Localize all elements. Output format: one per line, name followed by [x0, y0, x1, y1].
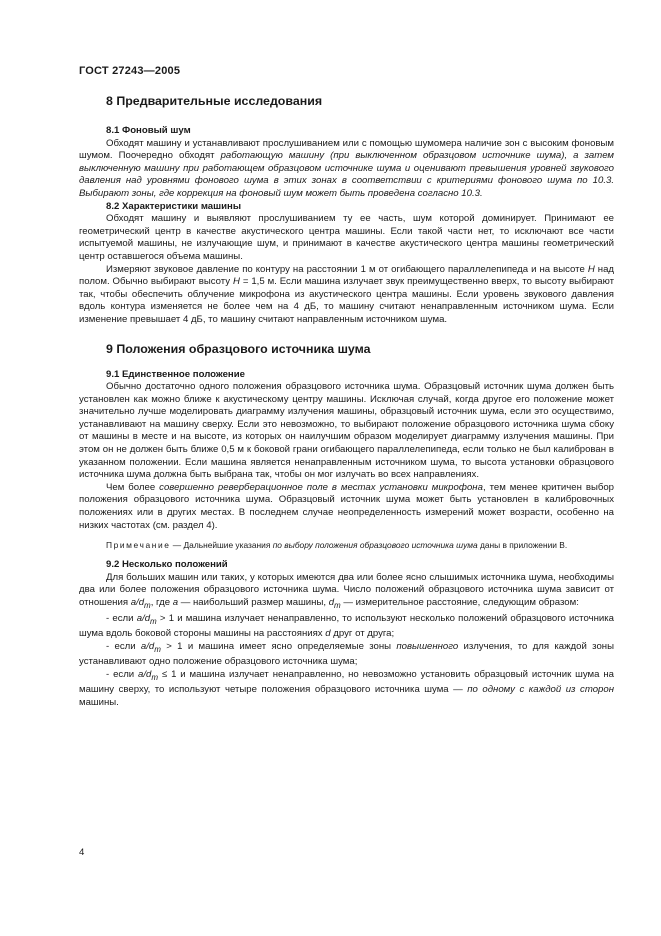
- section-8-2-paragraph-1: Обходят машину и выявляют прослушиванием ту ее часть, шум которой доминирует. Принимают ее геометрический центр в качестве акустического центра машины. Если такой части нет, то исключают все части испытуемой машины, не излучающие шум, и принимают в качестве акустического центра машины геометрический центр оставшегося объема машины.: [79, 213, 614, 262]
- page-content: [79, 93, 614, 709]
- section-9-1-note: Примечание — Дальнейшие указания по выбору положения образцового источника шума даны в приложении В.: [106, 540, 568, 551]
- section-9-2-title: 9.2 Несколько положений: [106, 559, 228, 571]
- section-8-2-paragraph-2: Измеряют звуковое давление по контуру на расстоянии 1 м от огибающего параллелепипеда и на высоте H над полом. Обычно выбирают высоту H = 1,5 м. Если машина излучает звук преимущественно вверх, то высоту выбирают так, чтобы обеспечить облучение микрофона из акустического центра машины. Если уровень звукового давления вдоль контура изменяется не более чем на 4 дБ, то машину считают ненаправленным источником шума. Если изменение превышает 4 дБ, то машину считают направленным источником шума.: [79, 263, 614, 325]
- document-id: ГОСТ 27243—2005: [79, 65, 181, 77]
- list-item-3: - если $a/d_m \le 1$ и машина излучает ненаправленно, но невозможно установить образцовый источник шума на машину сверху, то используют четыре положения образцового источника шума — по одному с каждой из сторон машины.: [79, 668, 614, 708]
- section-9-1-title: 9.1 Единственное положение: [106, 368, 245, 380]
- section-9-1-paragraph-1: Обычно достаточно одного положения образцового источника шума. Образцовый источник шума должен быть установлен как можно ближе к акустическому центру машины. Исключая случай, когда другое его положение может значительно лучше моделировать диаграмму излучения машины, образцовый источник шума, если это осуществимо, устанавливают на машину сверху. Если это невозможно, то выбирают положение образцового источника шума сбоку от машины в месте и на высоте, из которых он наилучшим образом моделирует диаграмму излучения машины. При этом он не должен быть ближе 0,5 м к боковой грани огибающего параллелепипеда, если только не был калиброван в указанном положении. Если машина является ненаправленным источником шума, то высота установки образцового источника шума должна быть выбрана так, чтобы он мог излучать во всех направлениях.: [79, 381, 614, 481]
- section-8-1-title: 8.1 Фоновый шум: [106, 125, 191, 136]
- section-9-2-paragraph-1: Для больших машин или таких, у которых имеются два или более ясно слышимых источника шума, необходимы два или более положения образцового источника шума. Число положений образцового источника шума зависит от отношения $a/d_m$, где a — наибольший размер машины, $d_m$ — измерительное расстояние, следующим образом:: [79, 571, 614, 610]
- section-8-1-paragraph: Обходят машину и устанавливают прослушиванием или с помощью шумомера наличие зон с высоким фоновым шумом. Поочередно обходят работающую машину (при выключенном образцовом источнике шума), а затем выключенную машину при работающем образцовом источнике шума и оценивают превышения уровней звукового давления над уровнями фонового шума в этих зонах в соответствии с критериями фонового шума по 10.3. Выбирают зоны, где коррекция на фоновый шум может быть проведена согласно 10.3.: [79, 137, 615, 199]
- section-8-2-title: 8.2 Характеристики машины: [106, 200, 242, 212]
- list-item-2: - если $a/d_m > 1$ и машина имеет ясно определяемые зоны повышенного излучения, то для каждой зоны устанавливают одно положение образцового источника шума;: [79, 640, 614, 668]
- section-9-title: 9 Положения образцового источника шума: [106, 341, 371, 356]
- section-8-title: 8 Предварительные исследования: [106, 94, 323, 108]
- section-9-1-paragraph-2: Чем более совершенно реверберационное поле в местах установки микрофона, тем менее критичен выбор положения образцового источника шума. Образцовый источник шума может быть установлен в калибровочных положениях или в других местах. В последнем случае неопределенность измерений может возрасти, особенно на низких частотах (см. раздел 4).: [79, 481, 615, 531]
- list-item-1: - если $a/d_m > 1$ и машина излучает ненаправленно, то используют несколько положений образцового источника шума вдоль боковой стороны машины на расстояниях d друг от друга;: [79, 612, 614, 639]
- page-number: 4: [79, 847, 85, 858]
